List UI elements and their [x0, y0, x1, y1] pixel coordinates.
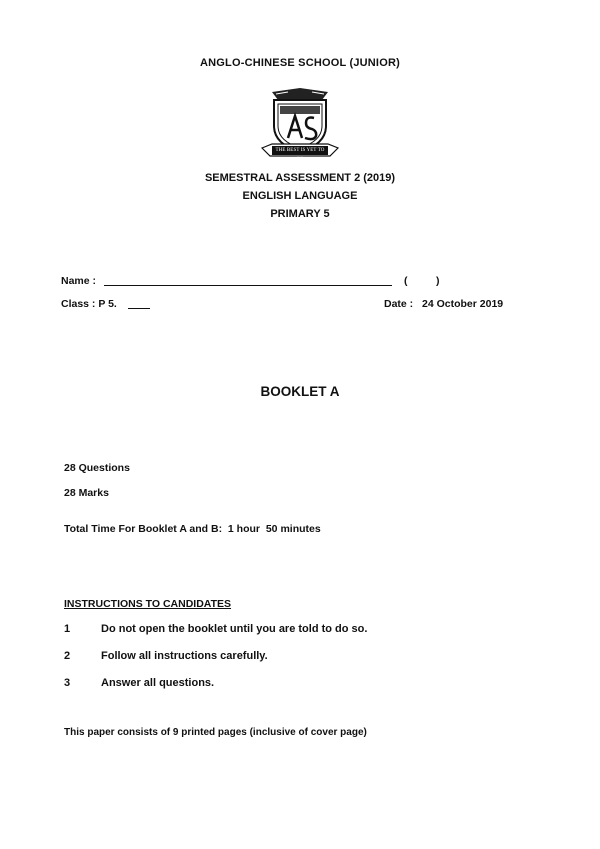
crest-motto: THE BEST IS YET TO BE — [275, 148, 325, 162]
question-count: 28 Questions — [64, 462, 130, 474]
total-time: Total Time For Booklet A and B: 1 hour 50 minutes — [64, 523, 321, 535]
class-field-line[interactable] — [128, 308, 150, 309]
instruction-number: 2 — [64, 650, 71, 662]
name-field-line[interactable] — [104, 285, 392, 286]
instruction-item — [64, 677, 544, 691]
name-label: Name : — [61, 275, 97, 287]
subject-title: ENGLISH LANGUAGE — [242, 190, 358, 202]
date-value: 24 October 2019 — [422, 298, 504, 310]
assessment-title: SEMESTRAL ASSESSMENT 2 (2019) — [204, 172, 396, 184]
marks-count: 28 Marks — [64, 487, 109, 499]
instruction-text: Answer all questions. — [101, 677, 215, 689]
instruction-number: 1 — [64, 623, 71, 635]
index-open-paren: ( — [404, 275, 408, 287]
instruction-item — [64, 650, 544, 664]
page-count-note: This paper consists of 9 printed pages (inclusive of cover page) — [64, 727, 367, 738]
instructions-heading: INSTRUCTIONS TO CANDIDATES — [64, 598, 232, 610]
instruction-item — [64, 623, 544, 637]
level-title: PRIMARY 5 — [270, 208, 330, 220]
class-label: Class : P 5. — [61, 298, 117, 310]
instruction-text: Follow all instructions carefully. — [101, 650, 268, 662]
school-crest-logo — [258, 86, 342, 164]
date-label: Date : — [384, 298, 414, 310]
booklet-title: BOOKLET A — [260, 384, 340, 399]
instruction-number: 3 — [64, 677, 71, 689]
school-name: ANGLO-CHINESE SCHOOL (JUNIOR) — [200, 57, 400, 69]
instruction-text: Do not open the booklet until you are told to do so. — [101, 623, 368, 635]
index-close-paren: ) — [436, 275, 440, 287]
